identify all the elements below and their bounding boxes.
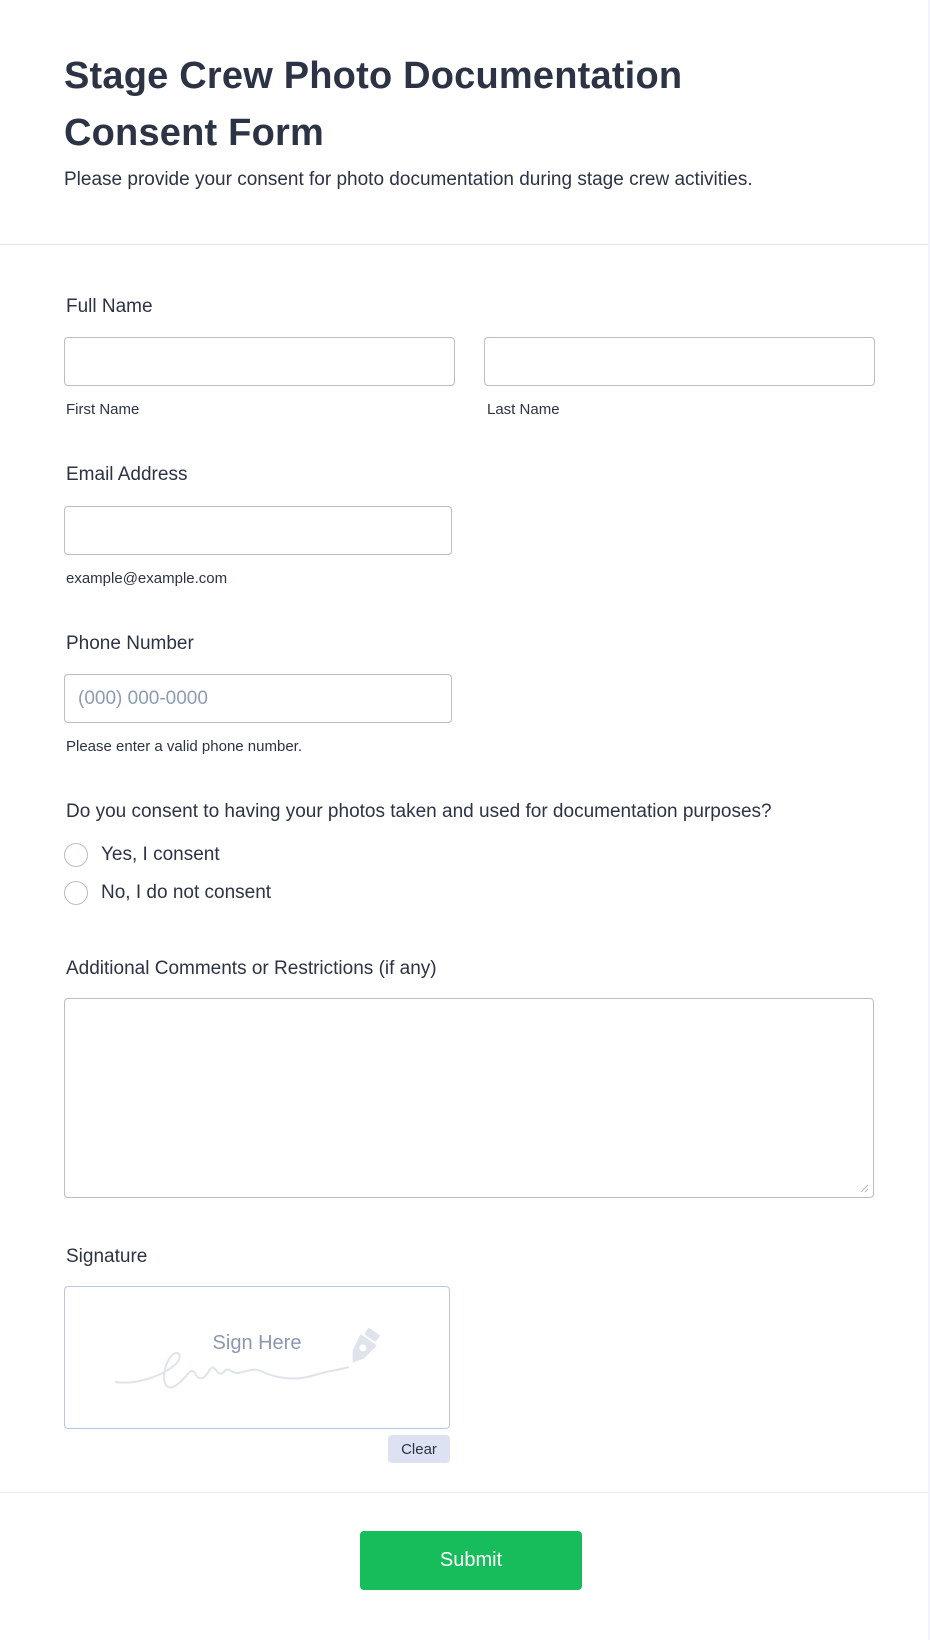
phone-label: Phone Number [66,633,194,654]
page-title: Stage Crew Photo Documentation Consent Form [64,55,683,154]
clear-signature-button[interactable]: Clear [388,1435,450,1463]
signature-placeholder: Sign Here [212,1332,302,1354]
email-sublabel: example@example.com [66,570,228,587]
full-name-label: Full Name [66,296,153,317]
radio-button[interactable] [64,881,88,905]
footer-divider [0,1492,928,1493]
page-subtitle: Please provide your consent for photo documentation during stage crew activities. [64,169,753,190]
radio-button[interactable] [64,843,88,867]
phone-input[interactable] [64,674,452,723]
first-name-sublabel: First Name [66,401,140,418]
last-name-input[interactable] [484,337,875,386]
form-header [0,0,928,245]
first-name-input[interactable] [64,337,455,386]
signature-scribble-icon [65,1287,451,1430]
resize-grip-icon[interactable] [859,1183,869,1193]
email-input[interactable] [64,506,452,555]
comments-textarea[interactable] [64,998,874,1198]
signature-pad[interactable] [64,1286,450,1429]
submit-button[interactable]: Submit [360,1531,582,1590]
signature-label: Signature [66,1246,148,1267]
comments-label: Additional Comments or Restrictions (if any) [66,958,437,979]
consent-question: Do you consent to having your photos taken and used for documentation purposes? [66,801,772,822]
radio-label: Yes, I consent [101,844,220,865]
consent-option-yes[interactable] [64,843,220,867]
email-label: Email Address [66,464,188,485]
radio-label: No, I do not consent [101,882,272,903]
phone-sublabel: Please enter a valid phone number. [66,738,302,755]
last-name-sublabel: Last Name [487,401,560,418]
consent-option-no[interactable] [64,881,271,905]
